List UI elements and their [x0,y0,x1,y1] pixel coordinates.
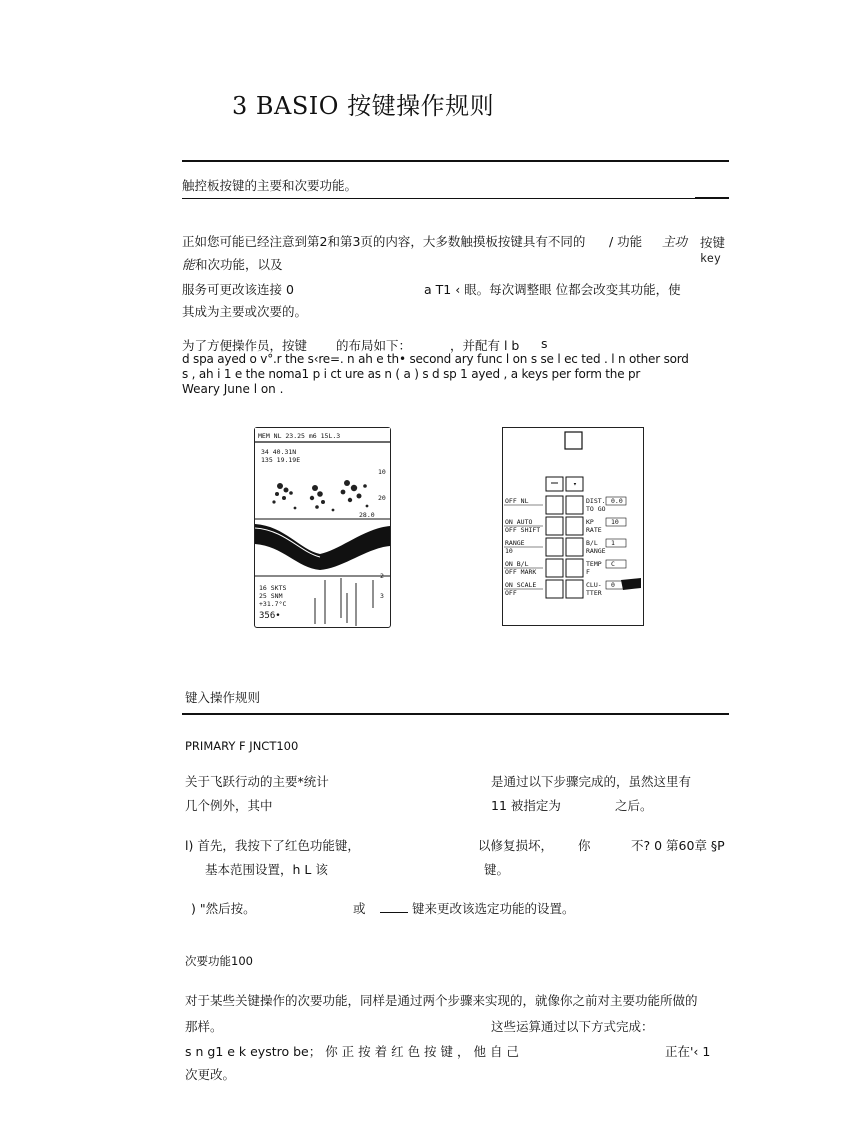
keypad-value-box [606,539,626,547]
keypad-left-label: ON SCALE [505,581,537,589]
keypad-right-value: 0 [611,581,615,589]
keypad-left-label: OFF SHIFT [505,526,541,534]
primary-heading: PRIMARY F JNCT100 [185,739,299,753]
top-keys [546,477,583,491]
para4-line4: 次更改。 [185,1067,236,1082]
page-title: 3 BASIO 按键操作规则 [232,92,495,120]
para2-line1-b: 的布局如下： [336,338,412,353]
step1-line1-you: 你 [578,838,591,853]
keypad-left-label: RANGE [505,539,525,547]
para3-line2-left: 几个例外，其中 [185,798,273,813]
section-rule-short [695,197,729,199]
para2-line4: Weary June l on . [182,382,284,396]
power-key [565,432,582,449]
para2-line1-d: s [541,336,548,351]
keypad-key-left [546,559,563,577]
section-heading: 触控板按键的主要和次要功能。 [182,178,358,193]
keypad-right-label: TTER [586,589,602,597]
depth-mark-20: 20 [378,494,386,502]
depth-value: 28.0 [359,511,375,519]
keypad-blot [621,578,641,590]
svg-text:▾: ▾ [573,480,577,488]
display-heading: 356• [259,611,281,621]
step1-line1-right: 不? 0 第60章 §P [631,838,725,853]
para1-side-key-cn: 按键 [700,235,726,250]
keypad-right-label: DIST. [586,497,606,505]
keypad-right-label: RATE [586,526,602,534]
keypad-right-label: CLU- [586,581,602,589]
section-rule-top [182,160,729,162]
display-coord2: 135 19.19E [261,456,301,464]
para1-line3-left: 服务可更改该连接 0 [182,282,294,297]
para4-line2-right: 这些运算通过以下方式完成： [491,1019,654,1034]
keypad-right-label: TO GO [586,505,606,513]
step1-line2-left: 基本范围设置，h L 该 [205,862,328,877]
para1-line4: 其成为主要或次要的。 [182,304,308,319]
para1-line1: 正如您可能已经注意到第2和第3页的内容，大多数触摸板按键具有不同的 [182,234,586,249]
para1-side-key-en: key [700,251,721,265]
echo-sounder-figure [254,427,391,628]
keypad-key-right [566,538,583,556]
para3-line2-mid: 11 被指定为 [491,798,561,813]
para4-line1: 对于某些关键操作的次要功能，同样是通过两个步骤来实现的，就像你之前对主要功能所做的 [185,993,698,1008]
keypad-left-label: OFF [505,589,517,597]
para3-line1-left: 关于飞跃行动的主要*统计 [185,774,329,789]
keypad-right-label: F [586,568,590,576]
keypad-right-value: 10 [611,518,619,526]
keypad-left-label: ON AUTO [505,518,533,526]
keypad-key-left [546,538,563,556]
step2-or: 或 [353,901,366,916]
para2-line1: 为了方便操作员，按键 [182,338,308,353]
keypad-right-label: RANGE [586,547,606,555]
step1-line2-right: 键。 [484,862,510,877]
section-rule-bottom [182,198,729,199]
keypad-left-label: ON B/L [505,560,529,568]
depth-mark-2: 2 [380,572,384,580]
para4-line2-left: 那样。 [185,1019,223,1034]
keypad-key-left [546,496,563,514]
keypad-key-right [566,580,583,598]
para1-line2-italic: 能 [182,257,195,272]
echo-sounder-graphic [255,428,390,627]
keypad-left-label: OFF NL [505,497,529,505]
keypad-key-right [566,517,583,535]
depth-mark-3: 3 [380,592,384,600]
keypad-right-value: C [611,560,615,568]
para3-line2-right: 之后。 [615,798,653,813]
depth-mark-10: 10 [378,468,386,476]
para4-line3-right: 正在'‹ 1 [665,1044,711,1059]
para2-line3: s , ah i 1 e the noma1 p i ct ure as n ( a ) s d sp 1 ayed , a keys per form the pr [182,367,641,381]
keypad-key-right [566,496,583,514]
step1-line1-left: l) 首先，我按下了红色功能键， [185,838,360,853]
keypad-right-value: 0.0 [611,497,623,505]
display-temperature: +31.7°C [259,600,287,608]
step2-blank-line [380,912,408,913]
step2-left: ) "然后按。 [191,901,256,916]
para2-line2: d spa ayed o v°.r the s‹re=. n ah e th• second ary func l on s se l ec ted . l n other sord [182,352,689,366]
para3-line1-right: 是通过以下步骤完成的，虽然这里有 [491,774,692,789]
keypad-right-label: B/L [586,539,598,547]
keypad-left-label: OFF MARK [505,568,537,576]
keypad-graphic [503,428,643,625]
para1-main-func: 主功 [662,234,688,249]
display-top-bar: MEM NL 23.25 m6 15L.3 [258,432,341,440]
step2-right: 键来更改该选定功能的设置。 [412,901,575,916]
display-speed: 16 SKTS [259,584,287,592]
para1-line2: 和次功能，以及 [195,257,283,272]
keypad-key-right [566,559,583,577]
para2-line1-c: ，并配有 l b [450,338,520,353]
secondary-heading: 次要功能100 [185,954,253,968]
keypad-key-left [546,580,563,598]
keypad-left-label: 10 [505,547,513,555]
keypad-value-box [606,560,626,568]
display-distance: 25 SNM [259,592,283,600]
para1-slash-func: / 功能 [609,234,643,249]
para1-line3-right: a T1 ‹ 眼。每次调整眼 位都会改变其功能，使 [424,282,681,297]
section2-rule [182,713,729,715]
step1-line1-mid: 以修复损坏， [478,838,554,853]
keypad-figure [502,427,644,626]
display-coord1: 34 40.31N [261,448,297,456]
section2-heading: 键入操作规则 [185,690,261,705]
keypad-key-left [546,517,563,535]
keypad-right-label: KP [586,518,594,526]
keypad-right-label: TEMP [586,560,602,568]
keypad-right-value: 1 [611,539,615,547]
para4-line3-left: s n g1 e k eystro be； 你 正 按 着 红 色 按 键 ， 他 自 己 [185,1044,519,1059]
